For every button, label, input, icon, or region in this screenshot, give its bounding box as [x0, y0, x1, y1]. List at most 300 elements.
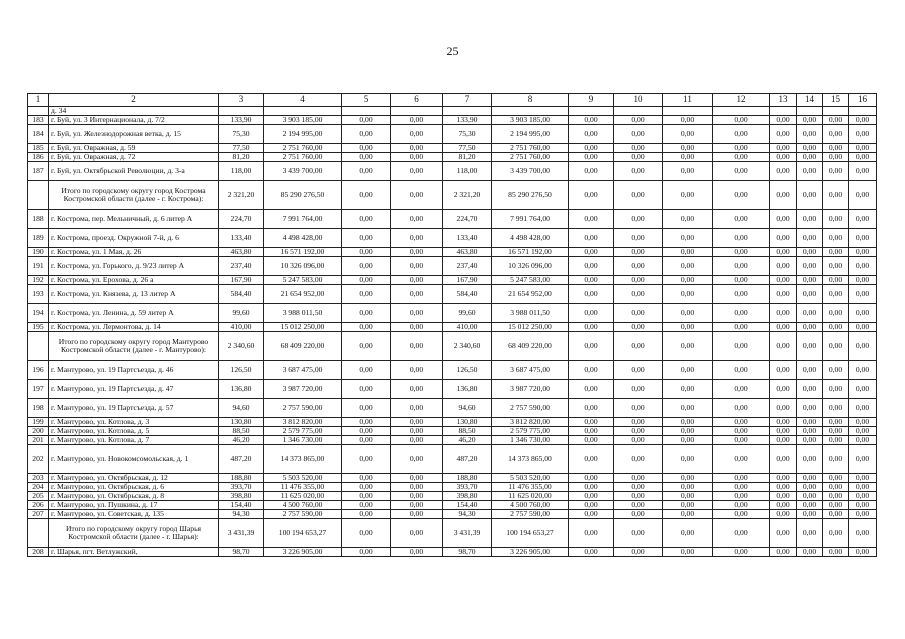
row-number-cell: 186	[28, 153, 49, 162]
value-cell: 0,00	[823, 144, 849, 153]
value-cell: 0,00	[823, 474, 849, 483]
value-cell: 0,00	[770, 427, 797, 436]
value-cell: 487,20	[443, 445, 492, 474]
value-cell: 0,00	[614, 332, 663, 361]
value-cell: 0,00	[663, 181, 713, 210]
value-cell: 0,00	[797, 153, 823, 162]
value-cell: 0,00	[713, 332, 770, 361]
value-cell: 0,00	[391, 162, 443, 181]
address-cell: г. Мантурово, ул. Октябрьская, д. 8	[49, 492, 219, 501]
value-cell: 0,00	[569, 427, 614, 436]
value-cell: 0,00	[797, 285, 823, 304]
value-cell: 0,00	[770, 436, 797, 445]
value-cell: 0,00	[797, 276, 823, 285]
value-cell: 0,00	[569, 445, 614, 474]
value-cell: 0,00	[849, 304, 877, 323]
value-cell: 0,00	[713, 519, 770, 548]
row-number-cell	[28, 181, 49, 210]
table-row	[28, 361, 877, 380]
value-cell: 0,00	[770, 519, 797, 548]
value-cell: 0,00	[713, 153, 770, 162]
value-cell: 0,00	[713, 229, 770, 248]
value-cell: 0,00	[569, 257, 614, 276]
value-cell: 68 409 220,00	[492, 332, 569, 361]
value-cell: 0,00	[391, 332, 443, 361]
value-cell: 0,00	[569, 116, 614, 125]
value-cell: 0,00	[663, 418, 713, 427]
value-cell: 0,00	[569, 153, 614, 162]
address-cell: г. Мантурово, ул. Новокомсомольская, д. 1	[49, 445, 219, 474]
value-cell: 16 571 192,00	[492, 248, 569, 257]
table-row	[28, 436, 877, 445]
value-cell: 4 500 760,00	[264, 501, 342, 510]
value-cell: 0,00	[713, 474, 770, 483]
value-cell: 0,00	[713, 323, 770, 332]
value-cell: 0,00	[569, 519, 614, 548]
address-cell: г. Буй, ул. Овражная, д. 72	[49, 153, 219, 162]
value-cell: 0,00	[849, 181, 877, 210]
value-cell: 167,90	[443, 276, 492, 285]
value-cell: 77,50	[219, 144, 264, 153]
value-cell: 0,00	[569, 436, 614, 445]
value-cell: 0,00	[770, 474, 797, 483]
address-cell: г. Кострома, ул. 1 Мая, д. 26	[49, 248, 219, 257]
value-cell: 584,40	[219, 285, 264, 304]
value-cell: 0,00	[849, 210, 877, 229]
value-cell: 0,00	[569, 492, 614, 501]
value-cell: 0,00	[663, 445, 713, 474]
column-header: 14	[797, 94, 823, 107]
value-cell: 0,00	[849, 276, 877, 285]
value-cell: 3 431,39	[219, 519, 264, 548]
address-cell: г. Кострома, ул. Ленина, д. 59 литер А	[49, 304, 219, 323]
value-cell: 0,00	[569, 418, 614, 427]
value-cell: 0,00	[770, 399, 797, 418]
value-cell: 5 503 520,00	[492, 474, 569, 483]
value-cell	[443, 107, 492, 116]
value-cell: 0,00	[342, 304, 391, 323]
value-cell: 0,00	[342, 285, 391, 304]
value-cell: 46,20	[219, 436, 264, 445]
value-cell: 237,40	[219, 257, 264, 276]
row-number-cell: 193	[28, 285, 49, 304]
value-cell: 0,00	[849, 153, 877, 162]
column-header: 1	[28, 94, 49, 107]
value-cell: 0,00	[391, 181, 443, 210]
value-cell: 0,00	[770, 210, 797, 229]
value-cell: 0,00	[569, 210, 614, 229]
value-cell: 3 439 700,00	[492, 162, 569, 181]
value-cell: 463,80	[443, 248, 492, 257]
value-cell: 0,00	[663, 380, 713, 399]
value-cell: 237,40	[443, 257, 492, 276]
value-cell: 0,00	[342, 427, 391, 436]
value-cell: 0,00	[663, 229, 713, 248]
value-cell: 0,00	[849, 380, 877, 399]
row-number-cell: 200	[28, 427, 49, 436]
value-cell: 0,00	[770, 181, 797, 210]
value-cell: 21 654 952,00	[492, 285, 569, 304]
table-row	[28, 501, 877, 510]
value-cell: 0,00	[614, 510, 663, 519]
value-cell: 0,00	[849, 492, 877, 501]
value-cell: 0,00	[391, 144, 443, 153]
value-cell: 2 757 590,00	[492, 510, 569, 519]
value-cell: 0,00	[342, 501, 391, 510]
value-cell: 0,00	[797, 361, 823, 380]
address-cell: г. Кострома, ул. Князева, д. 13 литер А	[49, 285, 219, 304]
value-cell: 0,00	[391, 304, 443, 323]
value-cell: 0,00	[663, 210, 713, 229]
value-cell	[492, 107, 569, 116]
column-header: 11	[663, 94, 713, 107]
value-cell: 0,00	[823, 276, 849, 285]
value-cell: 0,00	[663, 483, 713, 492]
address-cell: г. Мантурово, ул. Котлова, д. 7	[49, 436, 219, 445]
address-cell: г. Кострома, ул. Лермонтова, д. 14	[49, 323, 219, 332]
value-cell: 3 812 820,00	[264, 418, 342, 427]
value-cell: 0,00	[770, 285, 797, 304]
value-cell: 0,00	[391, 116, 443, 125]
value-cell: 0,00	[770, 323, 797, 332]
value-cell: 0,00	[713, 210, 770, 229]
value-cell	[849, 107, 877, 116]
value-cell: 0,00	[342, 229, 391, 248]
row-number-cell	[28, 332, 49, 361]
value-cell: 0,00	[823, 436, 849, 445]
value-cell: 3 687 475,00	[492, 361, 569, 380]
value-cell: 133,40	[443, 229, 492, 248]
value-cell: 0,00	[342, 399, 391, 418]
address-cell: г. Кострома, ул. Горького, д. 9/23 литер А	[49, 257, 219, 276]
address-cell: д. 34	[49, 107, 219, 116]
row-number-cell: 189	[28, 229, 49, 248]
value-cell: 0,00	[391, 248, 443, 257]
value-cell: 0,00	[342, 116, 391, 125]
value-cell: 0,00	[569, 323, 614, 332]
table-row	[28, 285, 877, 304]
value-cell: 0,00	[663, 276, 713, 285]
value-cell: 0,00	[614, 257, 663, 276]
group-total-row	[28, 519, 877, 548]
value-cell: 0,00	[713, 257, 770, 276]
value-cell: 0,00	[391, 257, 443, 276]
value-cell: 0,00	[823, 304, 849, 323]
value-cell: 0,00	[797, 501, 823, 510]
value-cell: 7 991 764,00	[492, 210, 569, 229]
row-number-cell: 203	[28, 474, 49, 483]
value-cell: 126,50	[219, 361, 264, 380]
value-cell: 133,40	[219, 229, 264, 248]
value-cell: 0,00	[797, 248, 823, 257]
value-cell: 0,00	[823, 492, 849, 501]
column-header: 8	[492, 94, 569, 107]
value-cell: 0,00	[342, 483, 391, 492]
value-cell: 0,00	[342, 332, 391, 361]
value-cell: 136,80	[219, 380, 264, 399]
value-cell: 0,00	[849, 436, 877, 445]
value-cell: 0,00	[797, 116, 823, 125]
value-cell: 0,00	[614, 380, 663, 399]
value-cell: 0,00	[569, 380, 614, 399]
value-cell: 5 503 520,00	[264, 474, 342, 483]
value-cell	[219, 107, 264, 116]
column-header: 15	[823, 94, 849, 107]
value-cell: 0,00	[614, 427, 663, 436]
value-cell: 2 757 590,00	[264, 510, 342, 519]
value-cell	[823, 107, 849, 116]
value-cell: 2 321,20	[219, 181, 264, 210]
value-cell: 75,30	[443, 125, 492, 144]
row-number-cell: 187	[28, 162, 49, 181]
value-cell: 10 326 096,00	[492, 257, 569, 276]
value-cell: 0,00	[849, 501, 877, 510]
value-cell: 0,00	[849, 332, 877, 361]
value-cell: 0,00	[849, 548, 877, 557]
table-row	[28, 248, 877, 257]
value-cell: 0,00	[770, 501, 797, 510]
value-cell: 0,00	[713, 427, 770, 436]
value-cell: 0,00	[713, 144, 770, 153]
value-cell: 3 226 905,00	[492, 548, 569, 557]
value-cell: 3 439 700,00	[264, 162, 342, 181]
value-cell: 3 226 905,00	[264, 548, 342, 557]
row-number-cell: 199	[28, 418, 49, 427]
value-cell: 393,70	[219, 483, 264, 492]
table-row	[28, 399, 877, 418]
value-cell: 94,60	[219, 399, 264, 418]
value-cell: 0,00	[823, 229, 849, 248]
address-cell: г. Мантурово, ул. Октябрьская, д. 12	[49, 474, 219, 483]
value-cell: 0,00	[391, 399, 443, 418]
value-cell: 0,00	[569, 332, 614, 361]
value-cell: 0,00	[770, 445, 797, 474]
value-cell: 0,00	[663, 125, 713, 144]
value-cell: 0,00	[823, 257, 849, 276]
value-cell: 0,00	[823, 210, 849, 229]
value-cell: 154,40	[219, 501, 264, 510]
value-cell: 4 498 428,00	[264, 229, 342, 248]
value-cell: 0,00	[391, 483, 443, 492]
value-cell: 14 373 865,00	[264, 445, 342, 474]
value-cell: 0,00	[849, 257, 877, 276]
value-cell: 0,00	[713, 276, 770, 285]
value-cell: 0,00	[614, 248, 663, 257]
value-cell: 94,60	[443, 399, 492, 418]
row-number-cell: 208	[28, 548, 49, 557]
value-cell: 0,00	[663, 323, 713, 332]
value-cell: 2 751 760,00	[264, 153, 342, 162]
value-cell: 0,00	[797, 427, 823, 436]
value-cell: 0,00	[797, 436, 823, 445]
value-cell: 0,00	[569, 285, 614, 304]
value-cell: 0,00	[614, 492, 663, 501]
value-cell: 3 988 011,50	[264, 304, 342, 323]
table-row	[28, 380, 877, 399]
value-cell: 88,50	[443, 427, 492, 436]
table-row	[28, 107, 877, 116]
value-cell: 0,00	[849, 285, 877, 304]
value-cell	[663, 107, 713, 116]
value-cell: 2 579 775,00	[264, 427, 342, 436]
value-cell: 0,00	[342, 380, 391, 399]
value-cell: 224,70	[443, 210, 492, 229]
row-number-cell	[28, 519, 49, 548]
value-cell: 0,00	[663, 144, 713, 153]
value-cell: 0,00	[849, 418, 877, 427]
group-label-cell: Итого по городскому округу город Шарья Костромской области (далее - г. Шарья):	[49, 519, 219, 548]
row-number-cell: 192	[28, 276, 49, 285]
value-cell: 0,00	[663, 474, 713, 483]
value-cell: 0,00	[391, 418, 443, 427]
address-cell: г. Буй, ул. 3 Интернационала, д. 7/2	[49, 116, 219, 125]
value-cell: 0,00	[770, 162, 797, 181]
value-cell: 0,00	[713, 361, 770, 380]
value-cell: 0,00	[391, 276, 443, 285]
value-cell: 167,90	[219, 276, 264, 285]
value-cell: 4 500 760,00	[492, 501, 569, 510]
value-cell: 118,00	[219, 162, 264, 181]
registry-table	[27, 93, 877, 557]
value-cell: 3 987 720,00	[264, 380, 342, 399]
value-cell	[569, 107, 614, 116]
value-cell: 0,00	[663, 519, 713, 548]
value-cell: 0,00	[663, 548, 713, 557]
value-cell: 0,00	[342, 153, 391, 162]
value-cell: 94,30	[219, 510, 264, 519]
value-cell: 0,00	[713, 418, 770, 427]
row-number-cell: 204	[28, 483, 49, 492]
value-cell: 3 687 475,00	[264, 361, 342, 380]
value-cell: 0,00	[797, 492, 823, 501]
value-cell: 0,00	[713, 116, 770, 125]
value-cell: 3 903 185,00	[492, 116, 569, 125]
value-cell: 0,00	[770, 116, 797, 125]
value-cell: 2 340,60	[443, 332, 492, 361]
value-cell: 0,00	[797, 445, 823, 474]
value-cell: 463,80	[219, 248, 264, 257]
value-cell: 0,00	[770, 361, 797, 380]
group-label-cell: Итого по городскому округу город Кострома Костромской области (далее - г. Кострома):	[49, 181, 219, 210]
value-cell: 98,70	[219, 548, 264, 557]
column-header: 6	[391, 94, 443, 107]
value-cell: 188,80	[219, 474, 264, 483]
value-cell: 0,00	[713, 181, 770, 210]
row-number-cell: 183	[28, 116, 49, 125]
value-cell: 0,00	[797, 323, 823, 332]
value-cell: 0,00	[713, 483, 770, 492]
value-cell: 0,00	[849, 474, 877, 483]
value-cell: 2 751 760,00	[492, 153, 569, 162]
value-cell: 393,70	[443, 483, 492, 492]
value-cell: 0,00	[823, 332, 849, 361]
value-cell: 2 579 775,00	[492, 427, 569, 436]
value-cell: 0,00	[391, 492, 443, 501]
row-number-cell: 207	[28, 510, 49, 519]
value-cell: 88,50	[219, 427, 264, 436]
value-cell: 0,00	[823, 248, 849, 257]
value-cell: 0,00	[342, 257, 391, 276]
row-number-cell: 191	[28, 257, 49, 276]
table-row	[28, 418, 877, 427]
value-cell: 81,20	[219, 153, 264, 162]
value-cell: 0,00	[663, 304, 713, 323]
value-cell: 0,00	[849, 399, 877, 418]
value-cell: 0,00	[713, 285, 770, 304]
value-cell: 398,80	[219, 492, 264, 501]
value-cell: 0,00	[663, 153, 713, 162]
value-cell: 0,00	[569, 304, 614, 323]
value-cell: 0,00	[770, 548, 797, 557]
value-cell: 81,20	[443, 153, 492, 162]
value-cell: 0,00	[713, 248, 770, 257]
value-cell: 0,00	[342, 144, 391, 153]
value-cell: 0,00	[342, 276, 391, 285]
value-cell: 0,00	[713, 548, 770, 557]
value-cell: 0,00	[614, 436, 663, 445]
value-cell: 0,00	[823, 323, 849, 332]
value-cell: 0,00	[569, 276, 614, 285]
value-cell: 0,00	[342, 418, 391, 427]
value-cell: 0,00	[569, 162, 614, 181]
value-cell: 0,00	[342, 361, 391, 380]
value-cell: 0,00	[713, 304, 770, 323]
value-cell: 0,00	[797, 162, 823, 181]
value-cell: 0,00	[849, 323, 877, 332]
value-cell: 0,00	[823, 361, 849, 380]
row-number-cell: 195	[28, 323, 49, 332]
value-cell: 0,00	[569, 144, 614, 153]
value-cell: 46,20	[443, 436, 492, 445]
value-cell: 0,00	[797, 304, 823, 323]
value-cell: 0,00	[569, 248, 614, 257]
value-cell: 0,00	[342, 181, 391, 210]
value-cell: 0,00	[569, 501, 614, 510]
table-row	[28, 304, 877, 323]
value-cell: 0,00	[713, 501, 770, 510]
group-total-row	[28, 332, 877, 361]
row-number-cell: 198	[28, 399, 49, 418]
value-cell: 398,80	[443, 492, 492, 501]
value-cell: 0,00	[391, 153, 443, 162]
table-row	[28, 162, 877, 181]
value-cell: 1 346 730,00	[492, 436, 569, 445]
value-cell: 5 247 583,00	[264, 276, 342, 285]
value-cell: 130,80	[443, 418, 492, 427]
value-cell: 0,00	[823, 162, 849, 181]
value-cell: 0,00	[823, 285, 849, 304]
value-cell: 0,00	[614, 153, 663, 162]
value-cell: 0,00	[849, 519, 877, 548]
value-cell: 0,00	[797, 181, 823, 210]
value-cell: 0,00	[614, 181, 663, 210]
value-cell: 0,00	[713, 380, 770, 399]
value-cell: 0,00	[342, 474, 391, 483]
value-cell: 3 987 720,00	[492, 380, 569, 399]
value-cell: 0,00	[823, 380, 849, 399]
value-cell: 0,00	[849, 125, 877, 144]
value-cell: 0,00	[797, 332, 823, 361]
value-cell: 0,00	[770, 229, 797, 248]
value-cell: 11 476 355,00	[264, 483, 342, 492]
value-cell: 100 194 653,27	[264, 519, 342, 548]
table-row	[28, 116, 877, 125]
address-cell: г. Мантурово, ул. 19 Партсъезда, д. 57	[49, 399, 219, 418]
value-cell: 0,00	[614, 116, 663, 125]
value-cell: 133,90	[219, 116, 264, 125]
address-cell: г. Мантурово, ул. 19 Партсъезда, д. 47	[49, 380, 219, 399]
value-cell: 0,00	[770, 257, 797, 276]
